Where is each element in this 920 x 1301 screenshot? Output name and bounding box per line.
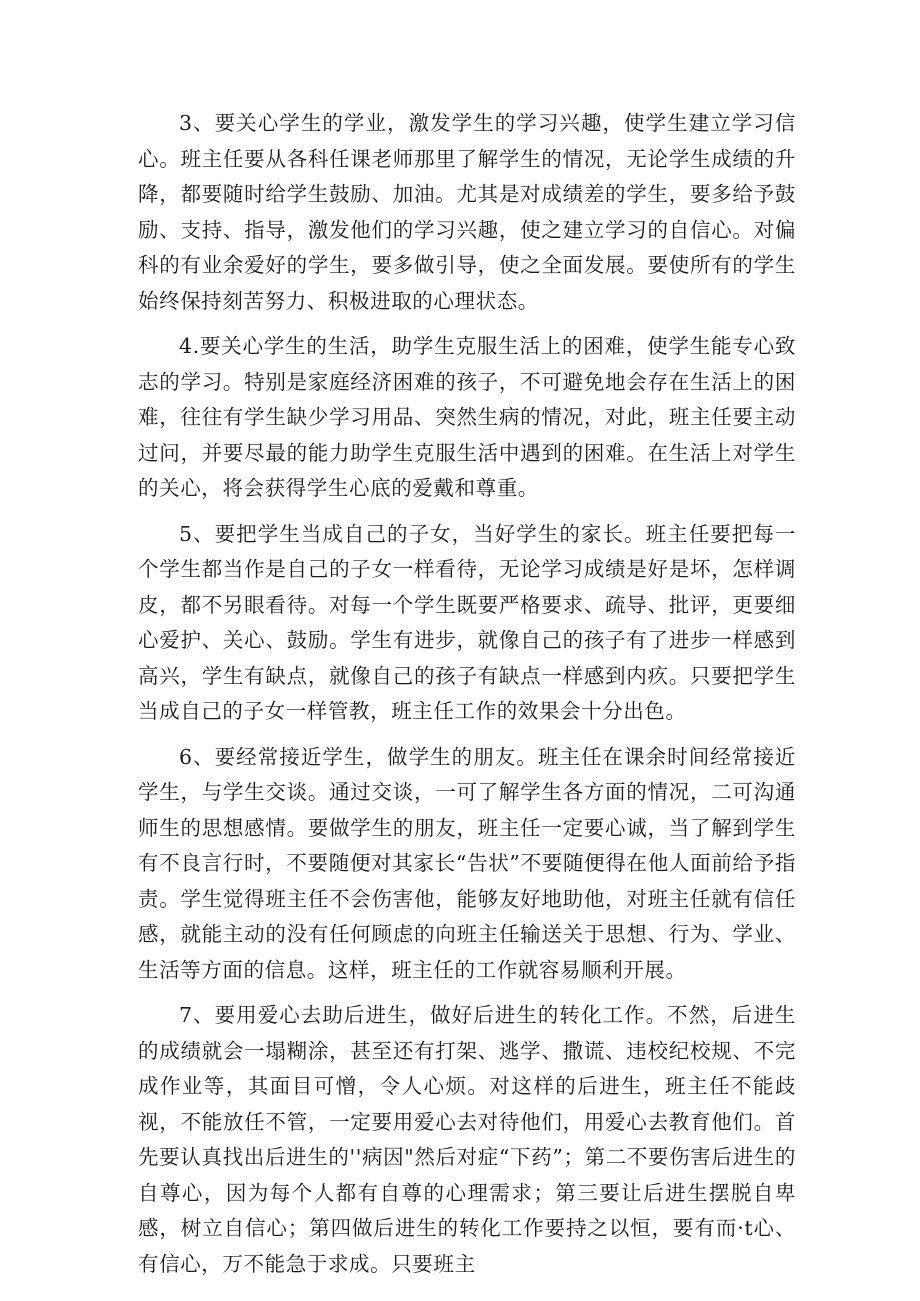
paragraph-6-friendship: 6、要经常接近学生，做学生的朋友。班主任在课余时间经常接近学生，与学生交谈。通过交谈，一可了解学生各方面的情况，二可沟通师生的思想感情。要做学生的朋友，班主任一定要心诚，当了解到学生有不良言行时，不要随便对其家长“告状”不要随便得在他人面前给予指责。学生觉得班主任不会伤害他，能够友好地助他，对班主任就有信任感，就能主动的没有任何顾虑的向班主任输送关于思想、行为、学业、生活等方面的信息。这样，班主任的工作就容易顺利开展。: [138, 744, 796, 982]
paragraph-5-parenting: 5、要把学生当成自己的子女，当好学生的家长。班主任要把每一个学生都当作是自己的子女一样看待，无论学习成绩是好是坏，怎样调皮，都不另眼看待。对每一个学生既要严格要求、疏导、批评，更要细心爱护、关心、鼓励。学生有进步，就像自己的孩子有了进步一样感到高兴，学生有缺点，就像自己的孩子有缺点一样感到内疚。只要把学生当成自己的子女一样管教，班主任工作的效果会十分出色。: [138, 521, 796, 723]
document-body: [138, 106, 796, 1292]
paragraph-4-life: 4.要关心学生的生活，助学生克服生活上的困难，使学生能专心致志的学习。特别是家庭经济困难的孩子，不可避免地会存在生活上的困难，往往有学生缺少学习用品、突然生病的情况，对此，班主任要主动过问，并要尽最的能力助学生克服生活中遇到的困难。在生活上对学生的关心，将会获得学生心底的爱戴和尊重。: [138, 334, 796, 500]
paragraph-3-academics: 3、要关心学生的学业，激发学生的学习兴趣，使学生建立学习信心。班主任要从各科任课老师那里了解学生的情况，无论学生成绩的升降，都要随时给学生鼓励、加油。尤其是对成绩差的学生，要多给予鼓励、支持、指导，激发他们的学习兴趣，使之建立学习的自信心。对偏科的有业余爱好的学生，要多做引导，使之全面发展。要使所有的学生始终保持刻苦努力、积极进取的心理状态。: [138, 111, 796, 313]
paragraph-7-underachievers: 7、要用爱心去助后进生，做好后进生的转化工作。不然，后进生的成绩就会一塌糊涂，甚至还有打架、逃学、撒谎、违校纪校规、不完成作业等，其面目可憎，令人心烦。对这样的后进生，班主任不能歧视，不能放任不管，一定要用爱心去对待他们，用爱心去教育他们。首先要认真找出后进生的''病因"然后对症“下药”；第二不要伤害后进生的自尊心，因为每个人都有自尊的心理需求；第三要让后进生摆脱自卑感，树立自信心；第四做后进生的转化工作要持之以恒，要有而·t心、有信心，万不能急于求成。只要班主: [138, 1003, 796, 1276]
